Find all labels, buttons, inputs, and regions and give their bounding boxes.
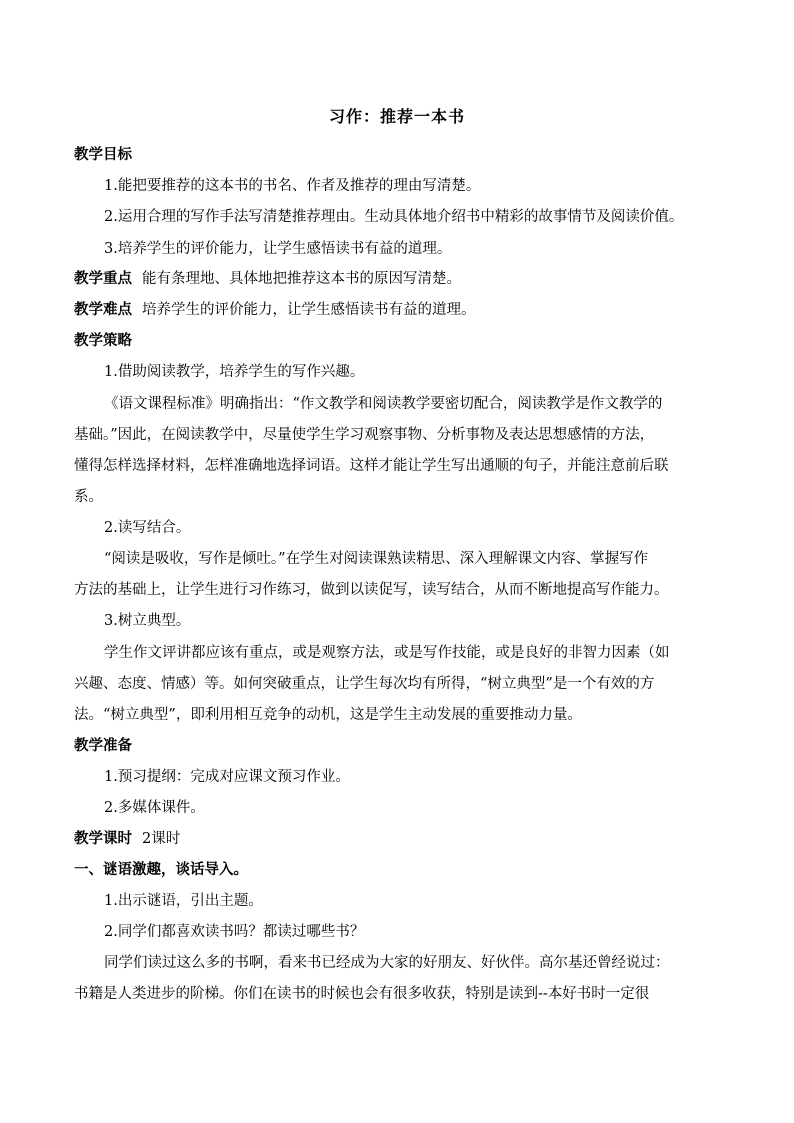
strategy-para-2-line-1: “阅读是吸收，写作是倾吐。”在学生对阅读课熟读精思、深入理解课文内容、掌握写作 — [104, 551, 649, 567]
difficulty-row — [74, 300, 734, 320]
strategy-heading: 教学策略 — [74, 332, 132, 349]
strategy-item-2: 2.读写结合。 — [104, 520, 191, 536]
goal-item-1: 1.能把要推荐的这本书的书名、作者及推荐的理由写清楚。 — [104, 178, 481, 194]
hours-row — [74, 829, 734, 849]
section-1-item-1: 1.出示谜语，引出主题。 — [104, 893, 263, 909]
strategy-para-3-line-2: 兴趣、态度、情感）等。如何突破重点，让学生每次均有所得，“树立典型”是一个有效的方 — [74, 676, 655, 692]
hours-label: 教学课时 — [74, 830, 132, 847]
key-point-text: 能有条理地、具体地把推荐这本书的原因写清楚。 — [142, 271, 461, 287]
strategy-item-1: 1.借助阅读教学，培养学生的写作兴趣。 — [104, 364, 365, 380]
section-1-item-2: 2.同学们都喜欢读书吗？都读过哪些书？ — [104, 924, 365, 940]
document-title: 习作：推荐一本书 — [328, 107, 465, 126]
strategy-para-1-line-1: 《语文课程标准》明确指出：“作文教学和阅读教学要密切配合，阅读教学是作文教学的 — [104, 396, 663, 412]
strategy-para-1-line-4: 系。 — [74, 489, 103, 505]
hours-text: 2课时 — [142, 831, 181, 847]
strategy-para-1-line-2: 基础。”因此，在阅读教学中，尽量使学生学习观察事物、分析事物及表达思想感情的方法， — [74, 427, 655, 443]
difficulty-text: 培养学生的评价能力，让学生感悟读书有益的道理。 — [142, 302, 476, 318]
prep-item-1: 1.预习提纲：完成对应课文预习作业。 — [104, 769, 350, 785]
goal-item-3: 3.培养学生的评价能力，让学生感悟读书有益的道理。 — [104, 241, 452, 257]
strategy-para-2-line-2: 方法的基础上，让学生进行习作练习，做到以读促写，读写结合，从而不断地提高写作能力。 — [74, 582, 669, 598]
strategy-item-3: 3.树立典型。 — [104, 613, 191, 629]
key-point-label: 教学重点 — [74, 270, 132, 287]
goal-item-2: 2.运用合理的写作手法写清楚推荐理由。生动具体地介绍书中精彩的故事情节及阅读价值。 — [104, 209, 684, 225]
difficulty-label: 教学难点 — [74, 301, 132, 318]
strategy-para-1-line-3: 懂得怎样选择材料，怎样准确地选择词语。这样才能让学生写出通顺的句子，并能注意前后联 — [74, 458, 669, 474]
key-point-row — [74, 269, 734, 289]
prep-heading: 教学准备 — [74, 737, 132, 754]
section-1-para-line-1: 同学们读过这么多的书啊，看来书已经成为大家的好朋友、好伙伴。高尔基还曾经说过： — [104, 955, 670, 971]
prep-item-2: 2.多媒体课件。 — [104, 800, 205, 816]
strategy-para-3-line-3: 法。“树立典型”，即利用相互竞争的动机，这是学生主动发展的重要推动力量。 — [74, 707, 582, 723]
strategy-para-3-line-1: 学生作文评讲都应该有重点，或是观察方法，或是写作技能，或是良好的非智力因素（如 — [104, 645, 670, 661]
goal-heading: 教学目标 — [74, 146, 132, 163]
section-1-para-line-2: 书籍是人类进步的阶梯。你们在读书的时候也会有很多收获，特别是读到--本好书时一定很 — [74, 986, 650, 1002]
section-1-heading: 一、谜语激趣，谈话导入。 — [74, 861, 248, 878]
